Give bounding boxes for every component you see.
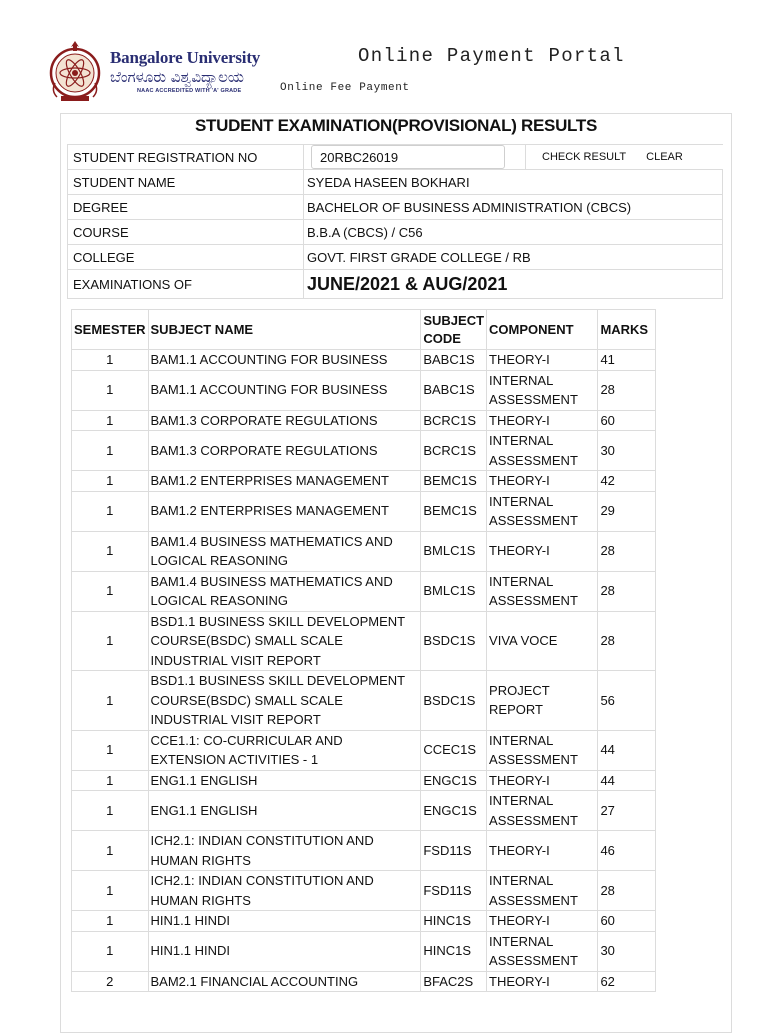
- subject-code-cell: HINC1S: [421, 931, 487, 971]
- semester-cell: 1: [72, 491, 149, 531]
- check-result-button[interactable]: CHECK RESULT: [542, 151, 627, 164]
- results-header-row: [72, 310, 656, 350]
- subject-name-cell: CCE1.1: CO-CURRICULAR AND EXTENSION ACTIVITIES - 1: [148, 730, 421, 770]
- column-header-subject-name: SUBJECT NAME: [148, 310, 421, 350]
- subject-code-cell: BSDC1S: [421, 671, 487, 731]
- subject-name-cell: BAM1.1 ACCOUNTING FOR BUSINESS: [148, 350, 421, 371]
- table-row: [72, 410, 656, 431]
- marks-cell: 44: [598, 770, 656, 791]
- component-cell: INTERNAL ASSESSMENT: [487, 491, 598, 531]
- table-row: [72, 370, 656, 410]
- college-label: COLLEGE: [68, 245, 304, 270]
- info-row-course: [68, 220, 723, 245]
- registration-cell: [304, 145, 723, 170]
- registration-label: STUDENT REGISTRATION NO: [68, 145, 304, 170]
- subject-code-cell: HINC1S: [421, 911, 487, 932]
- portal-subtitle: Online Fee Payment: [280, 82, 410, 94]
- semester-cell: 1: [72, 730, 149, 770]
- course-value: B.B.A (CBCS) / C56: [304, 220, 723, 245]
- table-row: [72, 730, 656, 770]
- subject-code-cell: BABC1S: [421, 350, 487, 371]
- semester-cell: 1: [72, 611, 149, 671]
- table-row: [72, 350, 656, 371]
- subject-name-cell: BAM2.1 FINANCIAL ACCOUNTING: [148, 971, 421, 992]
- subject-name-cell: HIN1.1 HINDI: [148, 931, 421, 971]
- semester-cell: 1: [72, 531, 149, 571]
- table-row: [72, 871, 656, 911]
- marks-cell: 28: [598, 871, 656, 911]
- marks-cell: 62: [598, 971, 656, 992]
- table-row: [72, 931, 656, 971]
- table-row: [72, 531, 656, 571]
- subject-code-cell: FSD11S: [421, 831, 487, 871]
- marks-cell: 41: [598, 350, 656, 371]
- examinations-value: JUNE/2021 & AUG/2021: [304, 270, 723, 299]
- info-row-exams: [68, 270, 723, 299]
- subject-name-cell: HIN1.1 HINDI: [148, 911, 421, 932]
- marks-cell: 29: [598, 491, 656, 531]
- course-label: COURSE: [68, 220, 304, 245]
- marks-cell: 28: [598, 571, 656, 611]
- marks-cell: 30: [598, 931, 656, 971]
- component-cell: PROJECT REPORT: [487, 671, 598, 731]
- subject-name-cell: BAM1.4 BUSINESS MATHEMATICS AND LOGICAL REASONING: [148, 531, 421, 571]
- subject-name-cell: ICH2.1: INDIAN CONSTITUTION AND HUMAN RIGHTS: [148, 871, 421, 911]
- semester-cell: 1: [72, 770, 149, 791]
- table-row: [72, 671, 656, 731]
- info-row-college: [68, 245, 723, 270]
- marks-cell: 28: [598, 370, 656, 410]
- marks-cell: 60: [598, 410, 656, 431]
- subject-name-cell: ENG1.1 ENGLISH: [148, 791, 421, 831]
- subject-name-cell: BAM1.2 ENTERPRISES MANAGEMENT: [148, 471, 421, 492]
- examinations-label: EXAMINATIONS OF: [68, 270, 304, 299]
- semester-cell: 1: [72, 431, 149, 471]
- component-cell: THEORY-I: [487, 350, 598, 371]
- marks-cell: 28: [598, 531, 656, 571]
- results-body: [72, 350, 656, 992]
- marks-cell: 30: [598, 431, 656, 471]
- component-cell: THEORY-I: [487, 770, 598, 791]
- naac-accreditation-text: NAAC ACCREDITED WITH 'A' GRADE: [137, 88, 242, 94]
- component-cell: THEORY-I: [487, 531, 598, 571]
- subject-name-cell: BSD1.1 BUSINESS SKILL DEVELOPMENT COURSE(BSDC) SMALL SCALE INDUSTRIAL VISIT REPORT: [148, 671, 421, 731]
- semester-cell: 2: [72, 971, 149, 992]
- semester-cell: 1: [72, 911, 149, 932]
- semester-cell: 1: [72, 671, 149, 731]
- subject-code-cell: BMLC1S: [421, 571, 487, 611]
- table-row: [72, 491, 656, 531]
- subject-code-cell: FSD11S: [421, 871, 487, 911]
- subject-code-cell: BFAC2S: [421, 971, 487, 992]
- semester-cell: 1: [72, 350, 149, 371]
- table-row: [72, 611, 656, 671]
- table-row: [72, 571, 656, 611]
- component-cell: THEORY-I: [487, 410, 598, 431]
- semester-cell: 1: [72, 871, 149, 911]
- university-name: Bangalore University: [110, 48, 261, 67]
- table-row: [72, 431, 656, 471]
- university-name-kannada: ಬೆಂಗಳೂರು ವಿಶ್ವವಿದ್ಯಾಲಯ: [110, 68, 244, 86]
- subject-name-cell: BAM1.1 ACCOUNTING FOR BUSINESS: [148, 370, 421, 410]
- table-row: [72, 971, 656, 992]
- college-value: GOVT. FIRST GRADE COLLEGE / RB: [304, 245, 723, 270]
- portal-title: Online Payment Portal: [358, 45, 625, 67]
- component-cell: INTERNAL ASSESSMENT: [487, 431, 598, 471]
- subject-code-cell: CCEC1S: [421, 730, 487, 770]
- table-row: [72, 911, 656, 932]
- registration-input[interactable]: 20RBC26019: [311, 145, 505, 169]
- subject-name-cell: BAM1.3 CORPORATE REGULATIONS: [148, 431, 421, 471]
- subject-name-cell: BAM1.3 CORPORATE REGULATIONS: [148, 410, 421, 431]
- semester-cell: 1: [72, 410, 149, 431]
- results-table: [71, 309, 656, 992]
- subject-name-cell: BAM1.2 ENTERPRISES MANAGEMENT: [148, 491, 421, 531]
- component-cell: INTERNAL ASSESSMENT: [487, 791, 598, 831]
- subject-code-cell: ENGC1S: [421, 791, 487, 831]
- component-cell: INTERNAL ASSESSMENT: [487, 730, 598, 770]
- subject-code-cell: BSDC1S: [421, 611, 487, 671]
- marks-cell: 27: [598, 791, 656, 831]
- component-cell: THEORY-I: [487, 911, 598, 932]
- university-emblem-icon: [47, 39, 103, 103]
- subject-code-cell: BABC1S: [421, 370, 487, 410]
- semester-cell: 1: [72, 370, 149, 410]
- subject-code-cell: BCRC1S: [421, 431, 487, 471]
- component-cell: VIVA VOCE: [487, 611, 598, 671]
- marks-cell: 44: [598, 730, 656, 770]
- info-row-registration: [68, 145, 723, 170]
- marks-cell: 60: [598, 911, 656, 932]
- component-cell: THEORY-I: [487, 471, 598, 492]
- subject-code-cell: ENGC1S: [421, 770, 487, 791]
- info-row-degree: [68, 195, 723, 220]
- clear-button[interactable]: CLEAR: [646, 151, 683, 164]
- page-header: [0, 0, 768, 110]
- component-cell: THEORY-I: [487, 831, 598, 871]
- component-cell: INTERNAL ASSESSMENT: [487, 871, 598, 911]
- student-name-value: SYEDA HASEEN BOKHARI: [304, 170, 723, 195]
- semester-cell: 1: [72, 791, 149, 831]
- subject-name-cell: BSD1.1 BUSINESS SKILL DEVELOPMENT COURSE(BSDC) SMALL SCALE INDUSTRIAL VISIT REPORT: [148, 611, 421, 671]
- column-header-semester: SEMESTER: [72, 310, 149, 350]
- degree-value: BACHELOR OF BUSINESS ADMINISTRATION (CBCS): [304, 195, 723, 220]
- column-header-marks: MARKS: [598, 310, 656, 350]
- marks-cell: 56: [598, 671, 656, 731]
- component-cell: INTERNAL ASSESSMENT: [487, 370, 598, 410]
- component-cell: INTERNAL ASSESSMENT: [487, 931, 598, 971]
- subject-code-cell: BEMC1S: [421, 491, 487, 531]
- table-row: [72, 770, 656, 791]
- subject-name-cell: ICH2.1: INDIAN CONSTITUTION AND HUMAN RIGHTS: [148, 831, 421, 871]
- subject-name-cell: BAM1.4 BUSINESS MATHEMATICS AND LOGICAL REASONING: [148, 571, 421, 611]
- column-header-subject-code: SUBJECT CODE: [421, 310, 487, 350]
- table-row: [72, 471, 656, 492]
- student-info-table: [67, 144, 723, 299]
- semester-cell: 1: [72, 831, 149, 871]
- subject-code-cell: BMLC1S: [421, 531, 487, 571]
- component-cell: THEORY-I: [487, 971, 598, 992]
- marks-cell: 42: [598, 471, 656, 492]
- table-row: [72, 791, 656, 831]
- component-cell: INTERNAL ASSESSMENT: [487, 571, 598, 611]
- info-row-name: [68, 170, 723, 195]
- semester-cell: 1: [72, 471, 149, 492]
- semester-cell: 1: [72, 571, 149, 611]
- subject-code-cell: BCRC1S: [421, 410, 487, 431]
- results-title: STUDENT EXAMINATION(PROVISIONAL) RESULTS: [195, 116, 597, 135]
- subject-code-cell: BEMC1S: [421, 471, 487, 492]
- subject-name-cell: ENG1.1 ENGLISH: [148, 770, 421, 791]
- degree-label: DEGREE: [68, 195, 304, 220]
- table-row: [72, 831, 656, 871]
- marks-cell: 46: [598, 831, 656, 871]
- marks-cell: 28: [598, 611, 656, 671]
- student-name-label: STUDENT NAME: [68, 170, 304, 195]
- registration-input-wrap: [304, 145, 526, 169]
- semester-cell: 1: [72, 931, 149, 971]
- column-header-component: COMPONENT: [487, 310, 598, 350]
